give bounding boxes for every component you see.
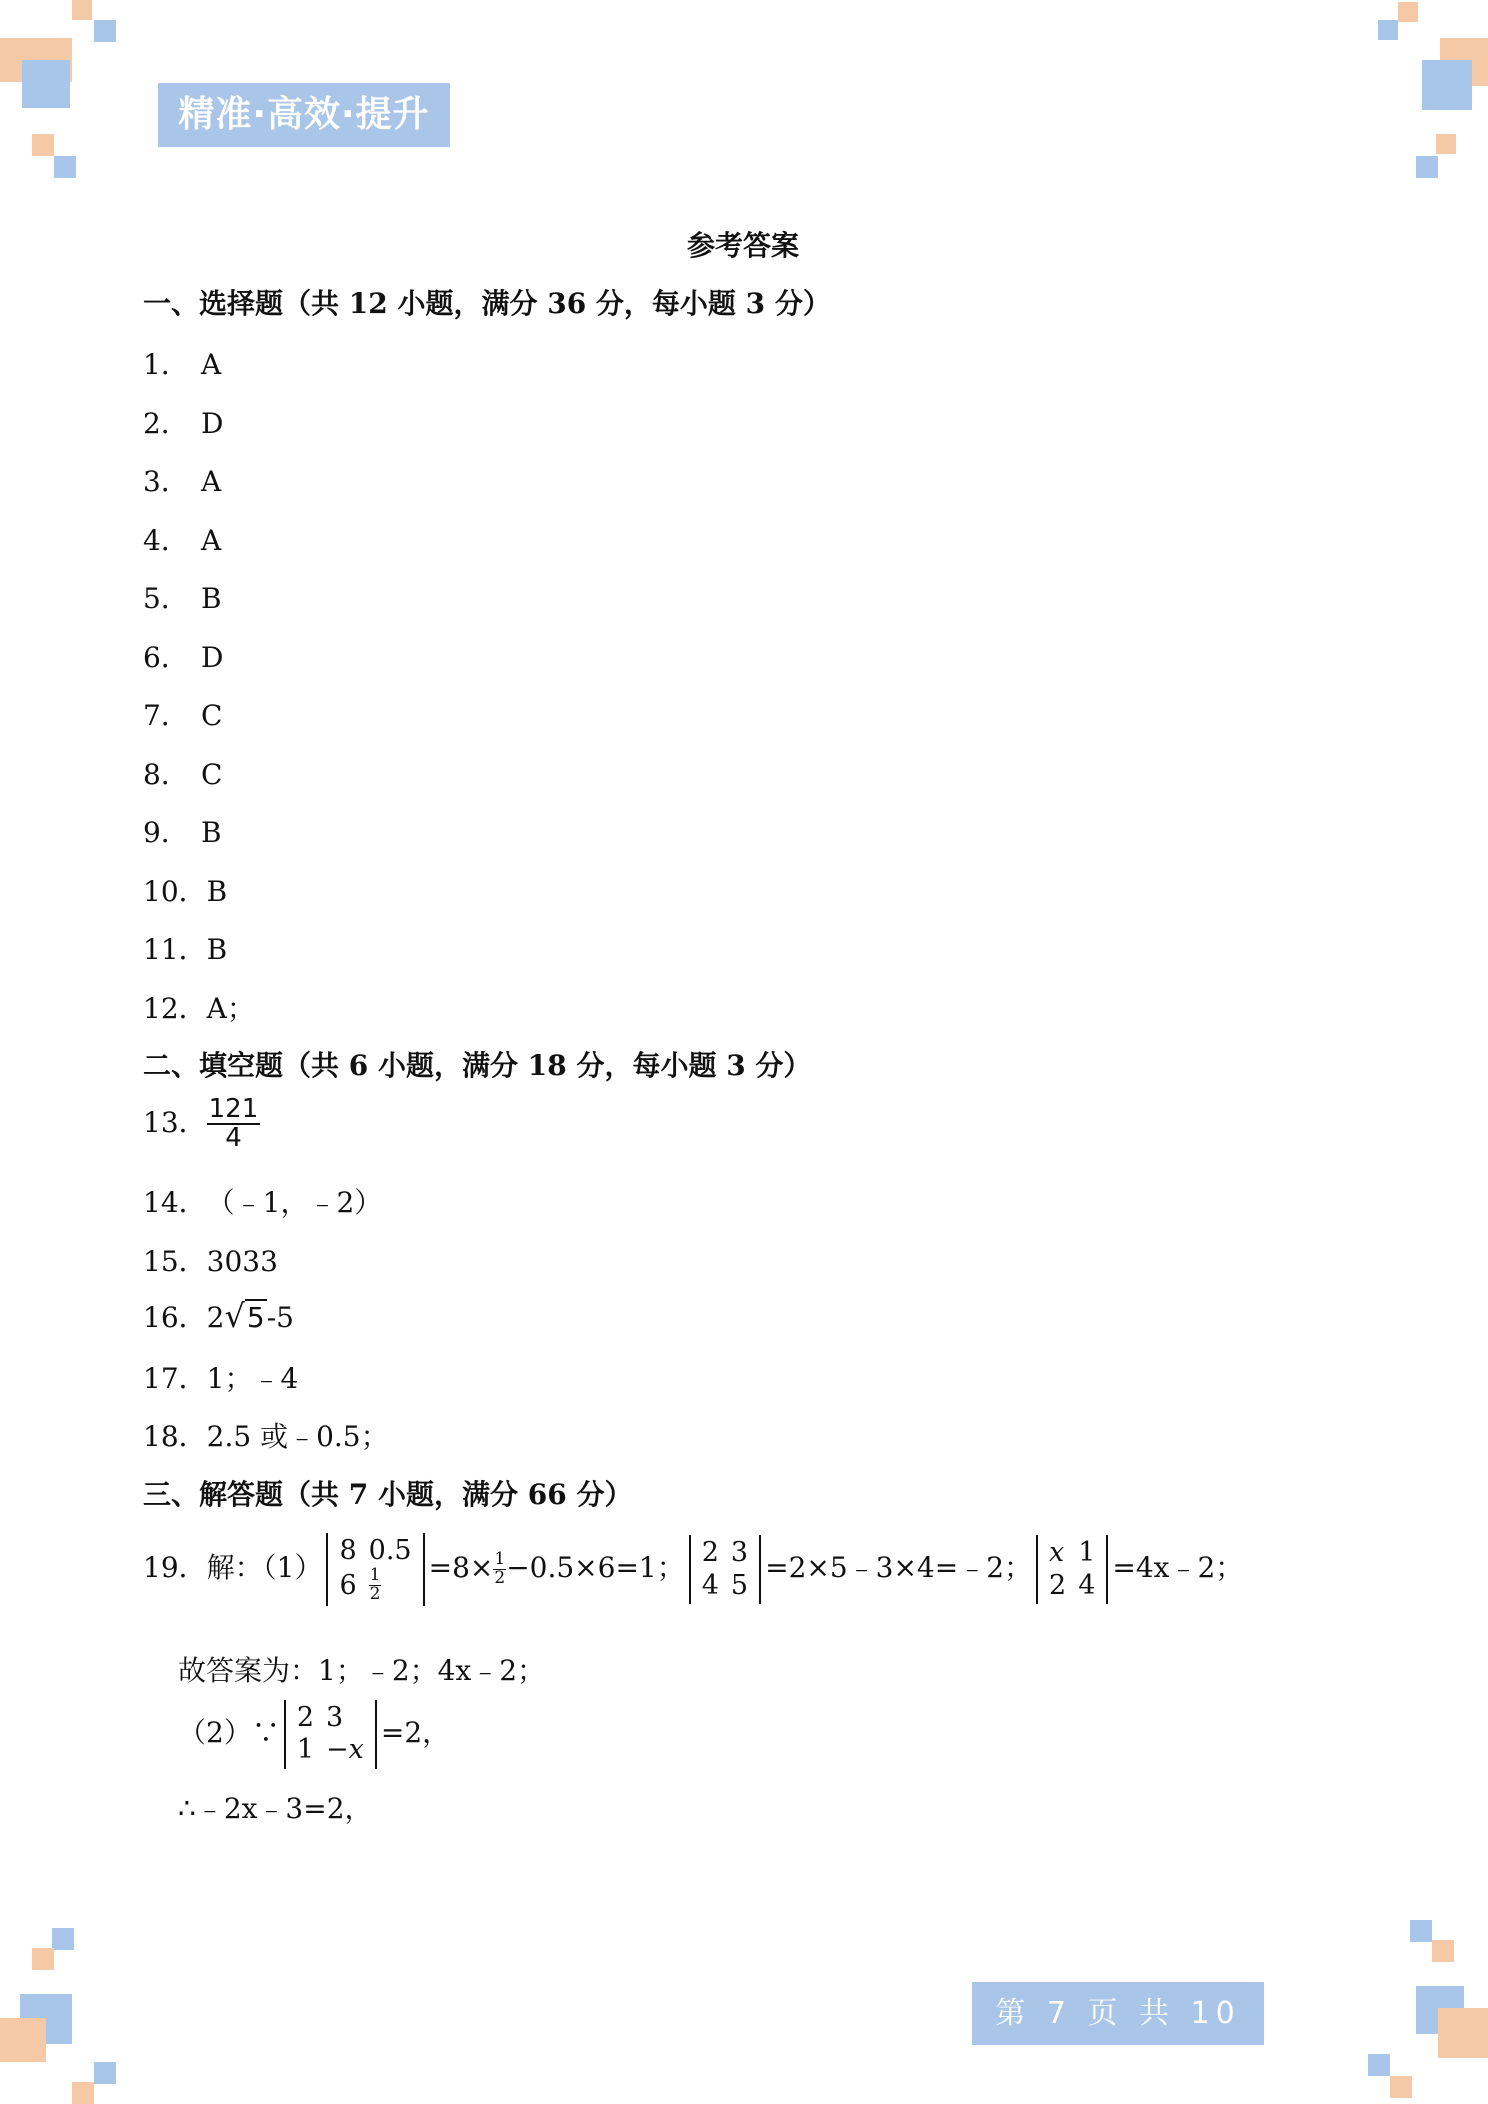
decor-square <box>32 1948 54 1970</box>
page-title: 参考答案 <box>686 229 799 262</box>
answer-line: 故答案为：1；﹣2；4x﹣2； <box>178 1654 546 1687</box>
answer-line: ∴﹣2x﹣3=2， <box>178 1792 373 1825</box>
decor-square <box>1378 20 1398 40</box>
decor-square <box>1432 1940 1454 1962</box>
answer-item: 4． A <box>143 524 222 557</box>
decor-square <box>0 2018 46 2062</box>
page-number-badge: 第 7 页 共 10 页 <box>972 1982 1264 2045</box>
decor-square <box>52 1928 74 1950</box>
fraction: $\frac{121}{4}$ <box>208 1094 259 1154</box>
decor-square <box>94 20 116 42</box>
answer-item: 18．2.5 或﹣0.5； <box>143 1420 389 1453</box>
decor-square <box>1398 2 1418 22</box>
answer-item: 1． A <box>143 348 222 381</box>
determinant: 8 0.5 6 $\frac{1}{2}$ <box>326 1533 424 1606</box>
decor-square <box>1368 2054 1390 2076</box>
answer-item: 7． C <box>143 699 223 732</box>
square-root: √5 <box>224 1297 265 1335</box>
decor-square <box>72 0 92 20</box>
decor-square <box>1390 2076 1412 2098</box>
decor-square <box>1438 2008 1488 2058</box>
answer-item: 11．B <box>143 933 228 966</box>
answer-line: （2）∵ 2 3 1 −x =2， <box>178 1700 450 1769</box>
fraction: $\frac{1}{2}$ <box>494 1549 506 1589</box>
decor-square <box>54 156 76 178</box>
answer-item: 5． B <box>143 582 222 615</box>
determinant: 2 3 1 −x <box>284 1700 377 1769</box>
section-heading-choice: 一、选择题（共 12 小题，满分 36 分，每小题 3 分） <box>143 287 831 320</box>
decor-square <box>1436 134 1456 154</box>
decor-square <box>32 134 54 156</box>
brand-banner: 精准·高效·提升 <box>158 83 450 147</box>
answer-item: 9． B <box>143 816 222 849</box>
decor-square <box>1416 156 1438 178</box>
answer-item: 8． C <box>143 758 223 791</box>
answer-item: 16．2√5-5 <box>143 1297 294 1335</box>
answer-item: 2． D <box>143 407 224 440</box>
decor-square <box>1410 1920 1432 1942</box>
decor-square <box>72 2082 94 2104</box>
answer-item: 19．解：（1） 8 0.5 6 $\frac{1}{2}$ =8× $\frac{1}{2}$ −0.5×6=1； 2 3 4 5 =2×5﹣3×4=﹣2； x 1 2 4 =4x﹣2； <box>143 1535 1244 1605</box>
answer-item: 6． D <box>143 641 224 674</box>
section-heading-fill: 二、填空题（共 6 小题，满分 18 分，每小题 3 分） <box>143 1049 812 1082</box>
answer-item: 10．B <box>143 875 228 908</box>
answer-item: 13． $\frac{121}{4}$ <box>143 1094 259 1154</box>
answer-item: 14．（﹣1，﹣2） <box>143 1186 383 1219</box>
answer-item: 17．1；﹣4 <box>143 1362 299 1395</box>
decor-square <box>1422 60 1472 110</box>
decor-square <box>22 60 70 108</box>
section-heading-solution: 三、解答题（共 7 小题，满分 66 分） <box>143 1478 633 1511</box>
answer-item: 15．3033 <box>143 1245 278 1278</box>
determinant: x 1 2 4 <box>1036 1535 1108 1604</box>
determinant: 2 3 4 5 <box>689 1535 761 1604</box>
decor-square <box>94 2062 116 2084</box>
answer-item: 3． A <box>143 465 222 498</box>
answer-item: 12．A； <box>143 992 255 1025</box>
